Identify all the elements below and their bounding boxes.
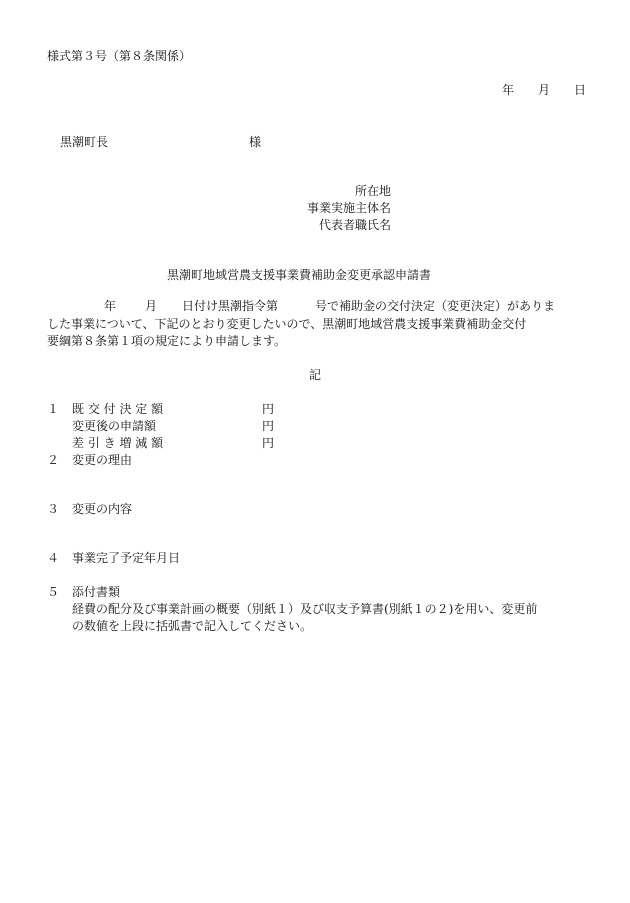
body-number-ref: 号で補助金の交付決定（変更決定）がありま	[315, 299, 556, 313]
ki-heading: 記	[309, 368, 322, 382]
item-4-label: 事業完了予定年月日	[72, 551, 181, 565]
item-5-line-2: の数値を上段に括弧書で記入してください。	[72, 619, 313, 633]
body-month: 月	[145, 299, 158, 313]
applicant-entity-label: 事業実施主体名	[307, 201, 392, 215]
applicant-representative-label: 代表者職氏名	[319, 218, 392, 232]
item-1-row-1-yen: 円	[262, 402, 275, 416]
item-1-number: １	[47, 402, 60, 416]
body-date-ref: 日付け黒潮指令第	[182, 299, 279, 313]
item-3-label: 変更の内容	[72, 502, 133, 516]
item-5-label: 添付書類	[72, 585, 121, 599]
item-2-number: ２	[47, 453, 60, 467]
item-3-number: ３	[47, 502, 60, 516]
date-line: 年 月 日	[502, 83, 593, 97]
body-line-3: 要綱第８条第１項の規定により申請します。	[47, 334, 287, 348]
item-1-row-2-label: 変更後の申請額	[72, 419, 157, 433]
item-5-line-1: 経費の配分及び事業計画の概要（別紙１）及び収支予算書(別紙１の２)を用い、変更前	[72, 602, 538, 616]
form-number: 様式第３号（第８条関係）	[47, 49, 192, 63]
body-year: 年	[104, 299, 117, 313]
addressee-honorific: 様	[249, 135, 262, 149]
addressee-name: 黒潮町長	[60, 135, 109, 149]
item-1-row-1-label: 既 交 付 決 定 額	[72, 402, 164, 416]
applicant-address-label: 所在地	[355, 184, 392, 198]
item-1-row-2-yen: 円	[262, 419, 275, 433]
item-2-label: 変更の理由	[72, 453, 133, 467]
item-1-row-3-label: 差 引 き 増 減 額	[72, 436, 164, 450]
item-4-number: ４	[47, 551, 60, 565]
item-1-row-3-yen: 円	[262, 436, 275, 450]
body-line-2: した事業について、下記のとおり変更したいので、黒潮町地域営農支援事業費補助金交付	[47, 317, 527, 331]
item-5-number: ５	[47, 585, 60, 599]
document-title: 黒潮町地域営農支援事業費補助金変更承認申請書	[167, 268, 432, 282]
